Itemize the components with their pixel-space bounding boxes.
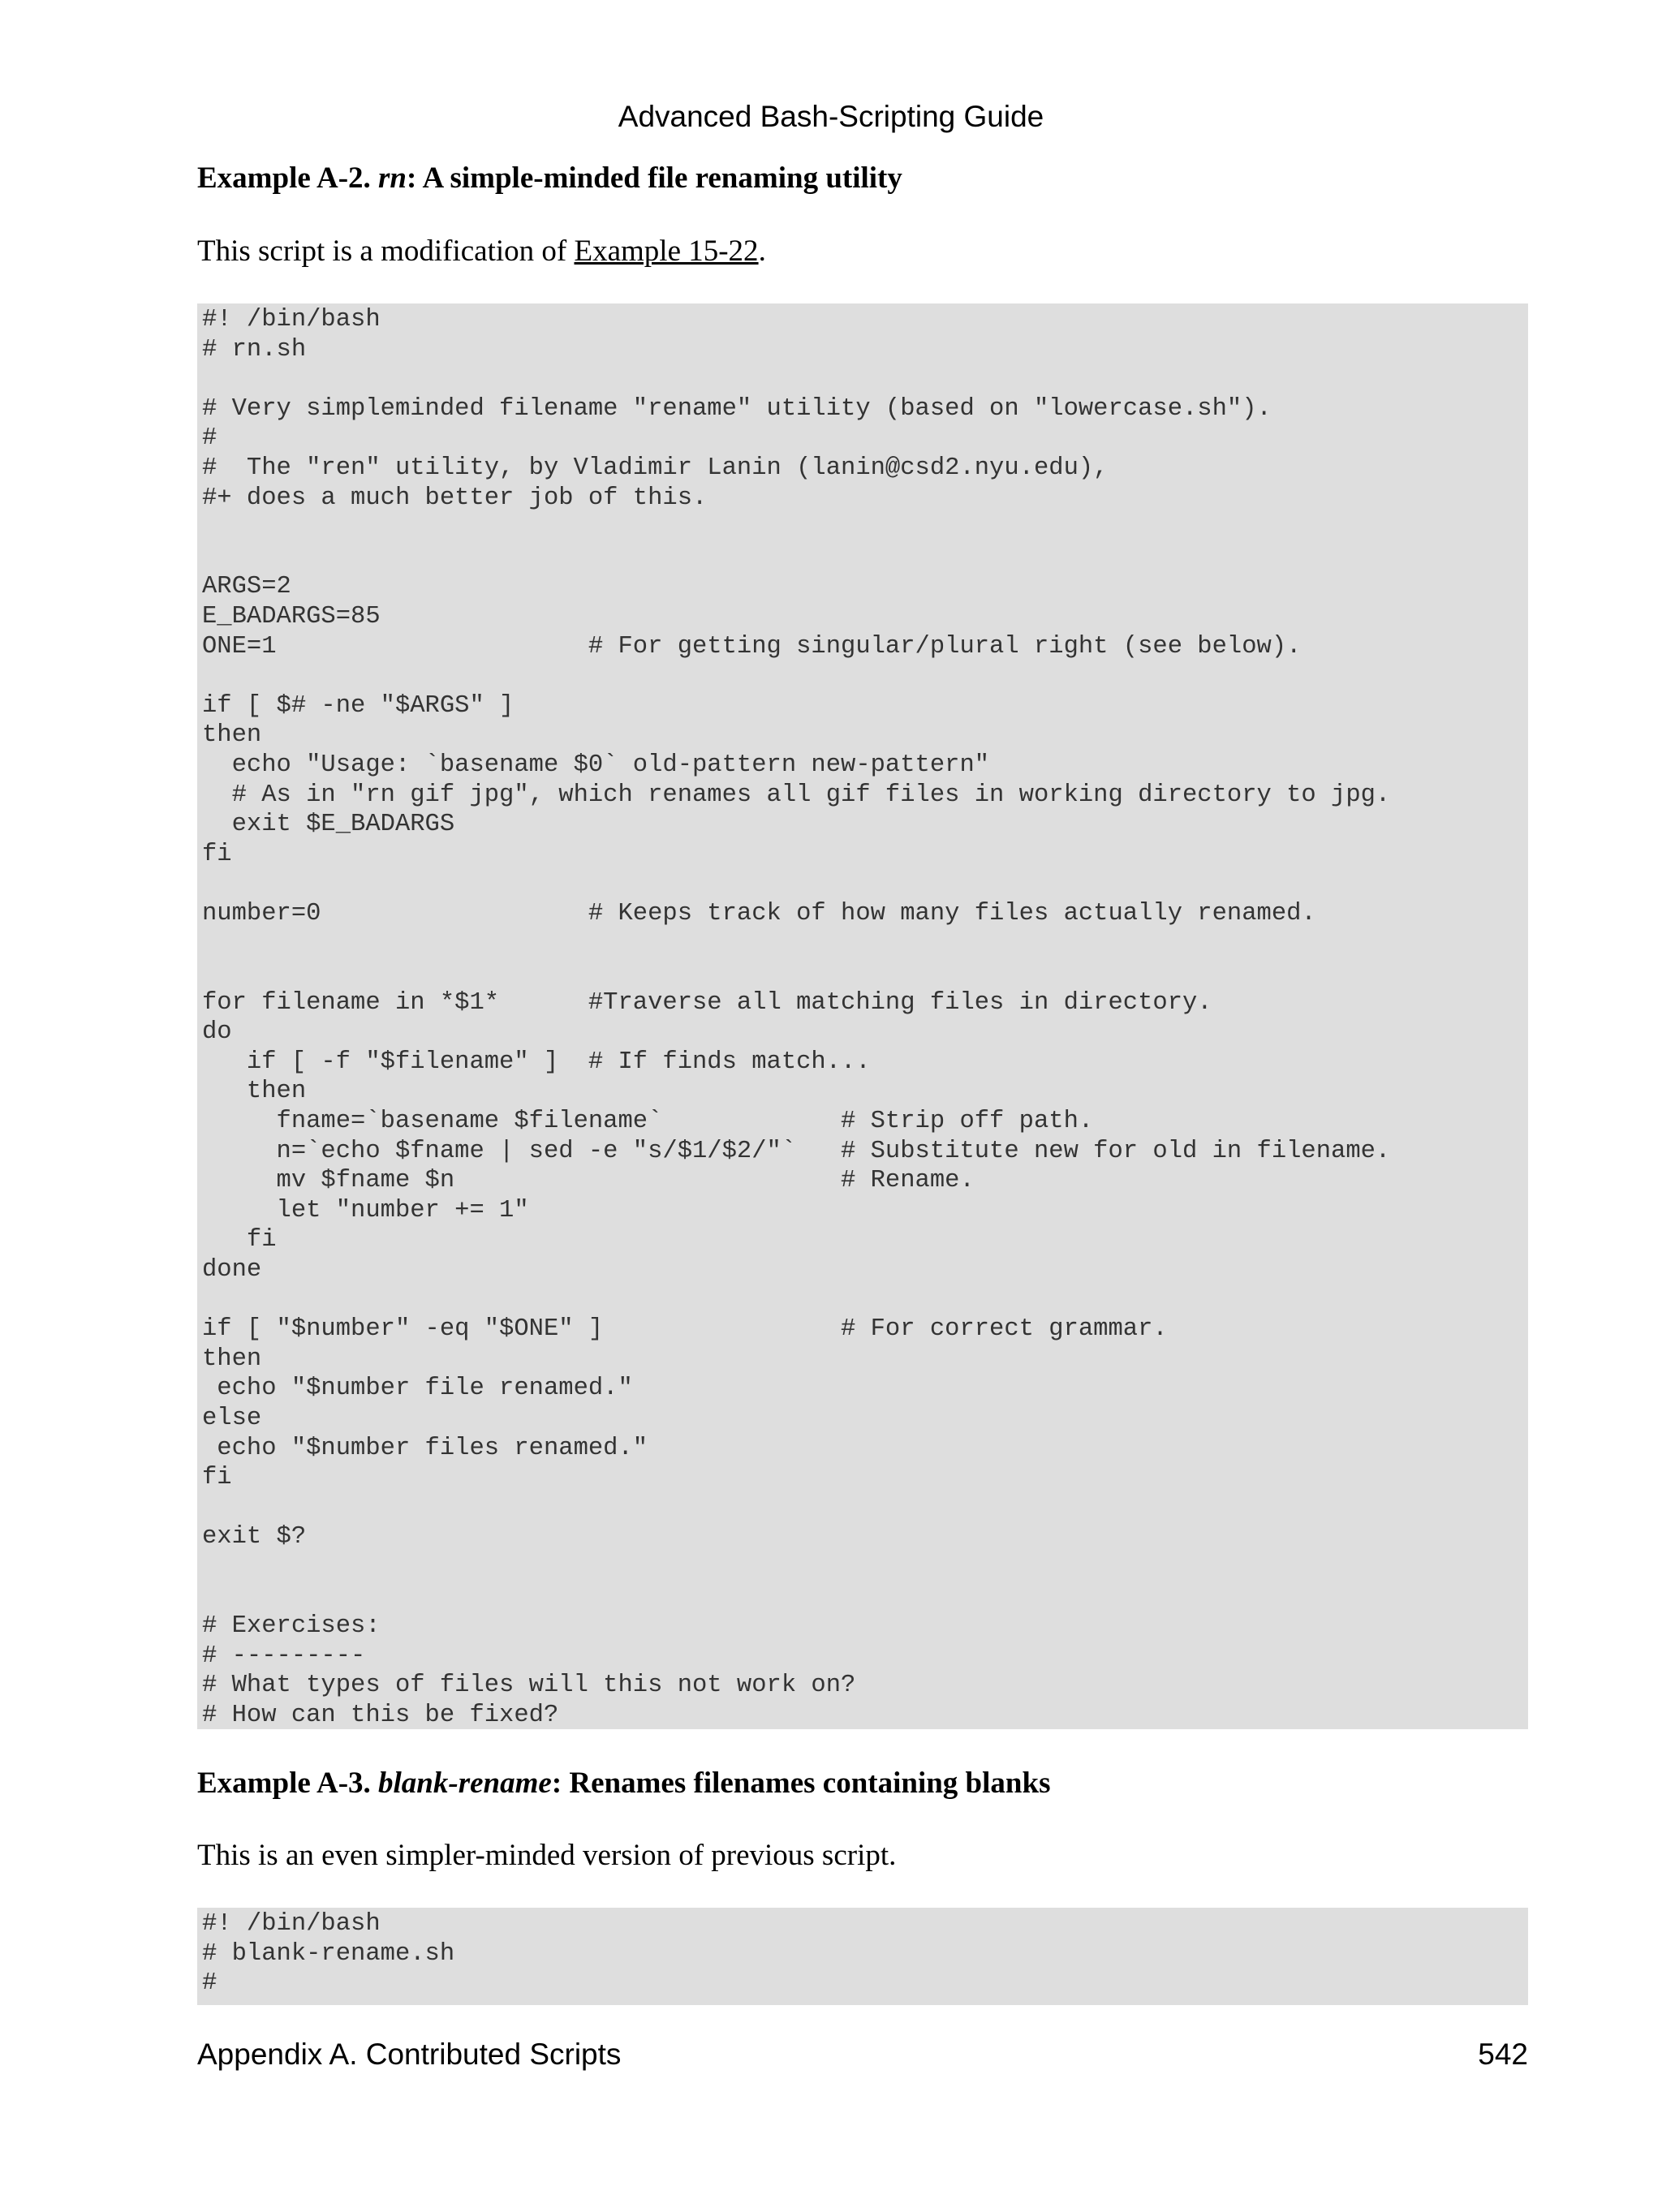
example-a2-intro-text: This script is a modification of bbox=[197, 235, 575, 268]
example-a2-command: rn bbox=[378, 161, 407, 195]
example-a3-command: blank-rename bbox=[378, 1767, 552, 1800]
example-a3-title bbox=[197, 1766, 1050, 1801]
example-a2-suffix: : A simple-minded file renaming utility bbox=[407, 161, 902, 195]
example-a2-title bbox=[197, 161, 902, 196]
example-15-22-link[interactable]: Example 15-22 bbox=[574, 235, 759, 268]
running-header: Advanced Bash-Scripting Guide bbox=[618, 100, 1044, 133]
example-a2-code: #! /bin/bash # rn.sh # Very simpleminded filename "rename" utility (based on "lowercase.sh"). # # The "ren" utility, by Vladimir Lanin (lanin@csd2.nyu.edu), #+ does a much better job of this. ARGS=2 E_BADARGS=85 ONE=1 # For getting singular/plural right (see below). if [ $# -ne "$ARGS" ] then echo "Usage: `basename $0` old-pattern new-pattern" # As in "rn gif jpg", which renames all gif files in working directory to jpg. exit $E_BADARGS fi number=0 # Keeps track of how many files actually renamed. for filename in *$1* #Traverse all matching files in directory. do if [ -f "$filename" ] # If finds match... then fname=`basename $filename` # Strip off path. n=`echo $fname | sed -e "s/$1/$2/"` # Substitute new for old in filename. mv $fname $n # Rename. let "number += 1" fi done if [ "$number" -eq "$ONE" ] # For correct grammar. then echo "$number file renamed." else echo "$number files renamed." fi exit $? # Exercises: # --------- # What types of files will this not work on? # How can this be fixed? bbox=[202, 306, 1391, 1729]
example-a2-intro-end: . bbox=[758, 235, 766, 268]
example-a2-intro bbox=[197, 234, 766, 269]
example-a3-code: #! /bin/bash # blank-rename.sh # bbox=[202, 1910, 455, 1998]
example-a3-code-block bbox=[197, 1908, 1528, 2005]
footer-section-title: Appendix A. Contributed Scripts bbox=[197, 2038, 622, 2071]
example-a3-prefix: Example A-3. bbox=[197, 1767, 379, 1800]
example-a2-prefix: Example A-2. bbox=[197, 161, 379, 195]
footer-page-number: 542 bbox=[1478, 2038, 1528, 2071]
example-a3-intro: This is an even simpler-minded version of previous script. bbox=[197, 1839, 897, 1872]
example-a3-suffix: : Renames filenames containing blanks bbox=[551, 1767, 1051, 1800]
example-a2-code-block bbox=[197, 303, 1528, 1729]
